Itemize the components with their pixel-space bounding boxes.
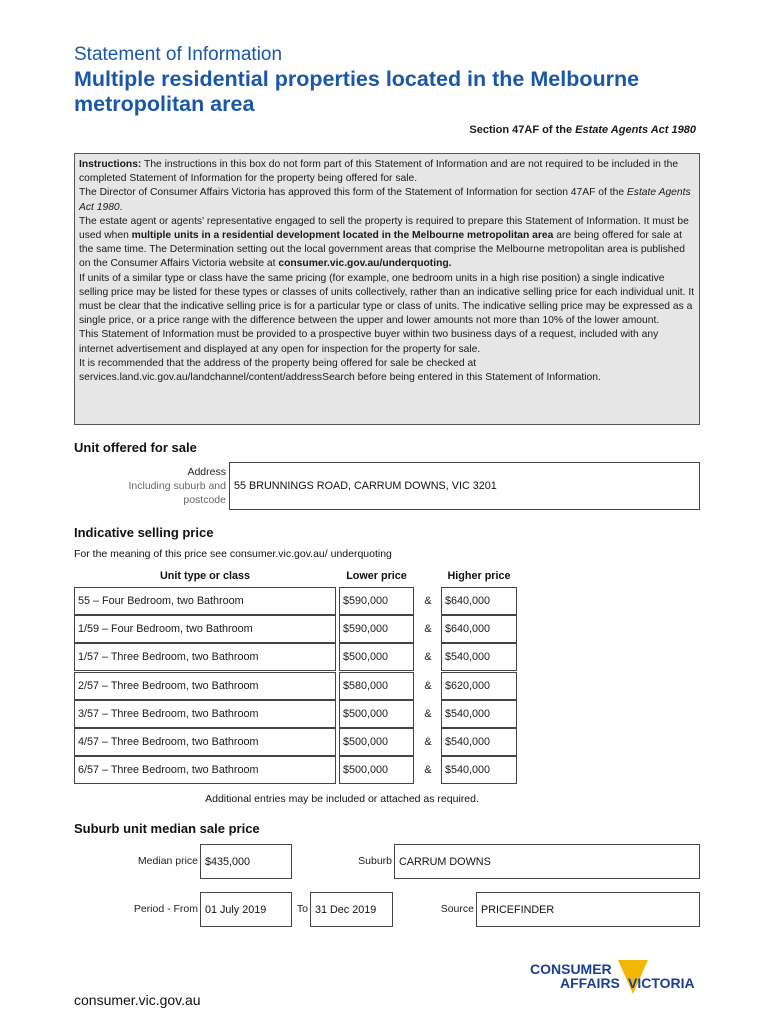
ampersand: & (424, 708, 432, 720)
median-price-label: Median price (137, 855, 198, 867)
price-row (74, 728, 520, 756)
price-row (74, 587, 520, 615)
ampersand: & (424, 651, 432, 663)
unit-type-field[interactable]: 2/57 – Three Bedroom, two Bathroom (74, 672, 336, 700)
instructions-p4: If units of a similar type or class have the same pricing (for example, one bedroom units in a high rise position) a single indicative selling price may be listed for these types or classes of units collectively, rather than an indicative selling price for each individual unit. It must be clear that the indicative selling price is for a particular type or class of units. The indicative selling price may be expressed as a single price, or a price range with the difference between the upper and lower amounts not more than 10% of the lower amount. (79, 272, 695, 327)
instructions-p3: The estate agent or agents' representative engaged to sell the property is required to prepare this Statement of Information. It must be used when multiple units in a residential development located in the Melbourne metropolitan area are being offered for sale at the same time. The Determination setting out the local government areas that comprise the Melbourne metropolitan area is published on the Consumer Affairs Victoria website at consumer.vic.gov.au/underquoting. (79, 215, 689, 270)
instructions-p2: The Director of Consumer Affairs Victoria has approved this form of the Statement of Information for section 47AF of the Estate Agents Act 1980. (79, 187, 691, 213)
unit-type-field[interactable]: 55 – Four Bedroom, two Bathroom (74, 587, 336, 615)
consumer-affairs-victoria-logo (530, 958, 702, 1010)
higher-price-field[interactable]: $620,000 (441, 672, 517, 700)
indicative-note: For the meaning of this price see consumer.vic.gov.au/ underquoting (74, 548, 392, 560)
lower-price-field[interactable]: $500,000 (339, 643, 414, 671)
higher-price-field[interactable]: $540,000 (441, 756, 517, 784)
section-reference (469, 124, 696, 136)
instructions-p6: It is recommended that the address of the property being offered for sale be checked at services.land.vic.gov.au/landchannel/content/addressSearch before being entered in this Statement of Information. (79, 357, 601, 384)
lower-price-field[interactable]: $500,000 (339, 700, 414, 728)
logo-line1: CONSUMER (530, 961, 612, 977)
period-to-label: To (296, 903, 308, 915)
address-label: Address Including suburb and postcode (128, 466, 226, 506)
logo-line3: VICTORIA (628, 975, 695, 991)
lower-price-field[interactable]: $580,000 (339, 672, 414, 700)
underquoting-link[interactable]: consumer.vic.gov.au/underquoting. (278, 258, 452, 270)
lower-price-field[interactable]: $500,000 (339, 728, 414, 756)
indicative-heading: Indicative selling price (74, 525, 214, 540)
period-from-label: Period - From (133, 903, 198, 915)
lower-price-field[interactable]: $500,000 (339, 756, 414, 784)
lower-price-field[interactable]: $590,000 (339, 587, 414, 615)
lower-price-field[interactable]: $590,000 (339, 615, 414, 643)
unit-type-field[interactable]: 4/57 – Three Bedroom, two Bathroom (74, 728, 336, 756)
unit-type-field[interactable]: 6/57 – Three Bedroom, two Bathroom (74, 756, 336, 784)
address-field[interactable]: 55 BRUNNINGS ROAD, CARRUM DOWNS, VIC 3201 (229, 462, 700, 510)
higher-price-field[interactable]: $540,000 (441, 728, 517, 756)
price-row (74, 615, 520, 643)
suburb-field[interactable]: CARRUM DOWNS (394, 844, 700, 879)
instructions-label: Instructions: (79, 159, 142, 170)
section-prefix: Section 47AF of the (469, 124, 576, 136)
higher-price-field[interactable]: $540,000 (441, 700, 517, 728)
source-label: Source (440, 903, 474, 915)
col-higher-price: Higher price (447, 570, 511, 582)
instructions-box (74, 153, 700, 425)
unit-type-field[interactable]: 1/57 – Three Bedroom, two Bathroom (74, 643, 336, 671)
price-row (74, 756, 520, 784)
col-unit-type: Unit type or class (159, 570, 250, 582)
ampersand: & (424, 595, 432, 607)
unit-offered-heading: Unit offered for sale (74, 440, 197, 455)
source-field[interactable]: PRICEFINDER (476, 892, 700, 927)
price-row (74, 672, 520, 700)
higher-price-field[interactable]: $640,000 (441, 615, 517, 643)
ampersand: & (424, 623, 432, 635)
median-price-field[interactable]: $435,000 (200, 844, 292, 879)
suburb-label: Suburb (358, 855, 392, 867)
section-act: Estate Agents Act 1980 (575, 124, 696, 136)
higher-price-field[interactable]: $540,000 (441, 643, 517, 671)
logo-line2: AFFAIRS (560, 975, 620, 991)
price-row (74, 700, 520, 728)
price-row (74, 643, 520, 671)
instructions-p1: Instructions: The instructions in this box do not form part of this Statement of Information and are not required to be included in the completed Statement of Information for the property being offered for sale. (79, 159, 679, 185)
period-to-field[interactable]: 31 Dec 2019 (310, 892, 393, 927)
page-title: Multiple residential properties located in the Melbourne metropolitan area (74, 67, 640, 116)
unit-type-field[interactable]: 3/57 – Three Bedroom, two Bathroom (74, 700, 336, 728)
unit-type-field[interactable]: 1/59 – Four Bedroom, two Bathroom (74, 615, 336, 643)
period-from-field[interactable]: 01 July 2019 (200, 892, 292, 927)
footer-url[interactable]: consumer.vic.gov.au (74, 992, 201, 1008)
ampersand: & (424, 736, 432, 748)
col-lower-price: Lower price (346, 570, 407, 582)
median-heading: Suburb unit median sale price (74, 821, 260, 836)
instructions-p5: This Statement of Information must be provided to a prospective buyer within two business days of a request, included with any internet advertisement and displayed at any open for inspection for the property for sale. (79, 329, 659, 355)
ampersand: & (424, 680, 432, 692)
higher-price-field[interactable]: $640,000 (441, 587, 517, 615)
form-kicker: Statement of Information (74, 44, 283, 65)
ampersand: & (424, 764, 432, 776)
additional-entries-note: Additional entries may be included or attached as required. (205, 793, 479, 805)
